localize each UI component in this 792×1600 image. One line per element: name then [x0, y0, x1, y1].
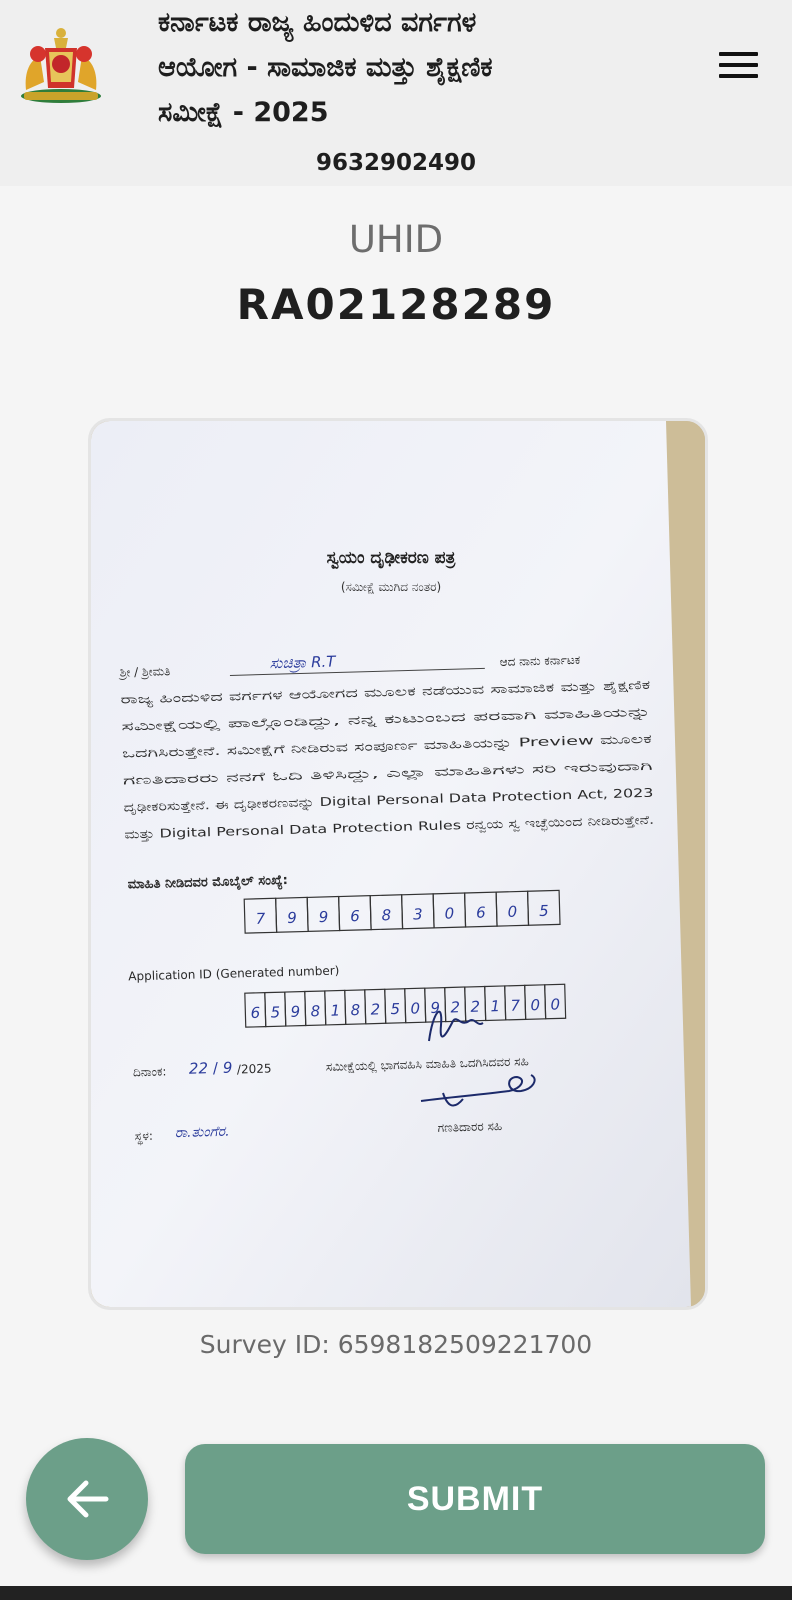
- doc-place-value: ರಾ.ತುಂಗೆರ.: [174, 1123, 230, 1142]
- doc-date-month: 9: [222, 1058, 233, 1077]
- app-title: [158, 0, 658, 135]
- doc-body-line: ರಾಜ್ಯ ಹಿಂದುಳಿದ ವರ್ಗಗಳ ಆಯೋಗದ ಮೂಲಕ ನಡೆಯುವ ಸಾಮಾಜಿಕ ಮತ್ತು ಶೈಕ್ಷಣಿಕ: [120, 683, 451, 707]
- enumerator-phone: 9632902490: [315, 150, 477, 176]
- mobile-digit-digit: 0: [444, 904, 455, 923]
- doc-body-line: ಮತ್ತು Digital Personal Data Protection Rules ರನ್ವಯ ಸ್ವ ಇಚ್ಛೆಯಿಂದ ನೀಡಿರುತ್ತೇನೆ.: [124, 816, 524, 842]
- consent-form-photo: [88, 418, 708, 1310]
- doc-name-filled: ಸುಚಿತ್ರಾ R.T: [269, 652, 336, 673]
- doc-place-label: ಸ್ಥಳ:: [134, 1128, 154, 1144]
- appid-digit-digit: 2: [450, 998, 461, 1017]
- appid-digit-digit: 7: [510, 996, 521, 1015]
- hamburger-menu-icon[interactable]: [716, 48, 760, 82]
- appid-digit-digit: 9: [290, 1002, 301, 1021]
- doc-name-suffix: ಆದ ನಾನು ಕರ್ನಾಟಕ: [499, 652, 581, 669]
- uhid-value: RA02128289: [236, 280, 556, 329]
- mobile-digit-digit: 3: [412, 905, 423, 924]
- app-header: [0, 0, 792, 186]
- app-title-line: ಆಯೋಗ - ಸಾಮಾಜಿಕ ಮತ್ತು ಶೈಕ್ಷಣಿಕ: [158, 52, 493, 83]
- doc-mobile-label: ಮಾಹಿತಿ ನೀಡಿದವರ ಮೊಬೈಲ್ ಸಂಖ್ಯೆ:: [127, 872, 289, 893]
- appid-digit-digit: 2: [370, 1000, 381, 1019]
- mobile-digit-digit: 8: [381, 906, 392, 925]
- mobile-digit-digit: 0: [507, 902, 518, 921]
- doc-body-line: ಒದಗಿಸಿರುತ್ತೇನೆ. ಸಮೀಕ್ಷೆಗೆ ನೀಡಿರುವ ಸಂಪೂರ್ಣ ಮಾಹಿತಿಯನ್ನು Preview ಮೂಲಕ: [121, 737, 452, 761]
- appid-digit-digit: 8: [350, 1000, 361, 1020]
- doc-date-year: /2025: [236, 1061, 272, 1077]
- doc-appid-label: Application ID (Generated number): [128, 963, 340, 984]
- appid-digit-digit: 2: [470, 997, 481, 1016]
- submit-button[interactable]: SUBMIT: [185, 1444, 765, 1554]
- doc-heading: ಸ್ವಯಂ ದೃಢೀಕರಣ ಪತ್ರ: [326, 548, 456, 568]
- app-title-line: ಕರ್ನಾಟಕ ರಾಜ್ಯ ಹಿಂದುಳಿದ ವರ್ಗಗಳ: [158, 7, 477, 38]
- karnataka-emblem-icon: [16, 22, 106, 104]
- appid-digit-digit: 0: [550, 995, 561, 1014]
- doc-body-line: ಸಮೀಕ್ಷೆಯಲ್ಲಿ ಪಾಲ್ಗೊಂಡಿದ್ದು, ನನ್ನ ಕುಟುಂಬದ ಪರವಾಗಿ ಮಾಹಿತಿಯನ್ನು: [121, 711, 395, 734]
- doc-signer-caption: ಸಮೀಕ್ಷೆಯಲ್ಲಿ ಭಾಗವಹಿಸಿ ಮಾಹಿತಿ ಒದಗಿಸಿದವರ ಸಹಿ: [325, 1054, 529, 1074]
- mobile-digit-digit: 9: [286, 908, 298, 927]
- doc-enumerator-caption: ಗಣತಿದಾರರ ಸಹಿ: [437, 1119, 503, 1135]
- doc-body-line: ಗಣತಿದಾರರು ನನಗೆ ಓದಿ ತಿಳಿಸಿದ್ದು, ಎಲ್ಲಾ ಮಾಹಿತಿಗಳು ಸರಿ ಇರುವುದಾಗಿ: [122, 765, 399, 788]
- back-button[interactable]: [26, 1438, 148, 1560]
- appid-digit-digit: 8: [310, 1002, 321, 1021]
- mobile-digit-digit: 7: [255, 909, 266, 928]
- svg-text:/: /: [212, 1058, 219, 1078]
- appid-digit-digit: 6: [250, 1003, 261, 1023]
- doc-subheading: (ಸಮೀಕ್ಷೆ ಮುಗಿದ ನಂತರ): [340, 580, 442, 594]
- uhid-label: UHID: [348, 218, 444, 261]
- doc-date-label: ದಿನಾಂಕ:: [132, 1064, 167, 1080]
- system-nav-bar: [0, 1586, 792, 1600]
- arrow-left-icon: [26, 1438, 148, 1560]
- appid-digit-digit: 1: [490, 997, 501, 1016]
- mobile-digit-digit: 6: [349, 906, 360, 926]
- app-title-line: ಸಮೀಕ್ಷೆ - 2025: [158, 97, 329, 128]
- mobile-digit-digit: 6: [475, 903, 486, 922]
- appid-digit-digit: 0: [530, 995, 541, 1015]
- appid-digit-digit: 1: [330, 1001, 341, 1020]
- survey-id: Survey ID: 6598182509221700: [199, 1330, 593, 1359]
- appid-digit-digit: 5: [270, 1003, 281, 1022]
- consent-form-image: [91, 421, 705, 1307]
- appid-digit-digit: 9: [430, 998, 441, 1018]
- appid-digit-digit: 0: [410, 999, 421, 1018]
- doc-body-line: ದೃಢೀಕರಿಸುತ್ತೇನೆ. ಈ ದೃಢೀಕರಣವನ್ನು Digital Personal Data Protection Act, 2023: [123, 789, 524, 815]
- doc-name-prefix: ಶ್ರೀ / ಶ್ರೀಮತಿ: [119, 664, 171, 680]
- mobile-digit-digit: 5: [538, 901, 549, 920]
- mobile-digit-digit: 9: [318, 907, 329, 927]
- appid-digit-digit: 5: [390, 999, 401, 1019]
- doc-date-day: 22: [188, 1059, 209, 1078]
